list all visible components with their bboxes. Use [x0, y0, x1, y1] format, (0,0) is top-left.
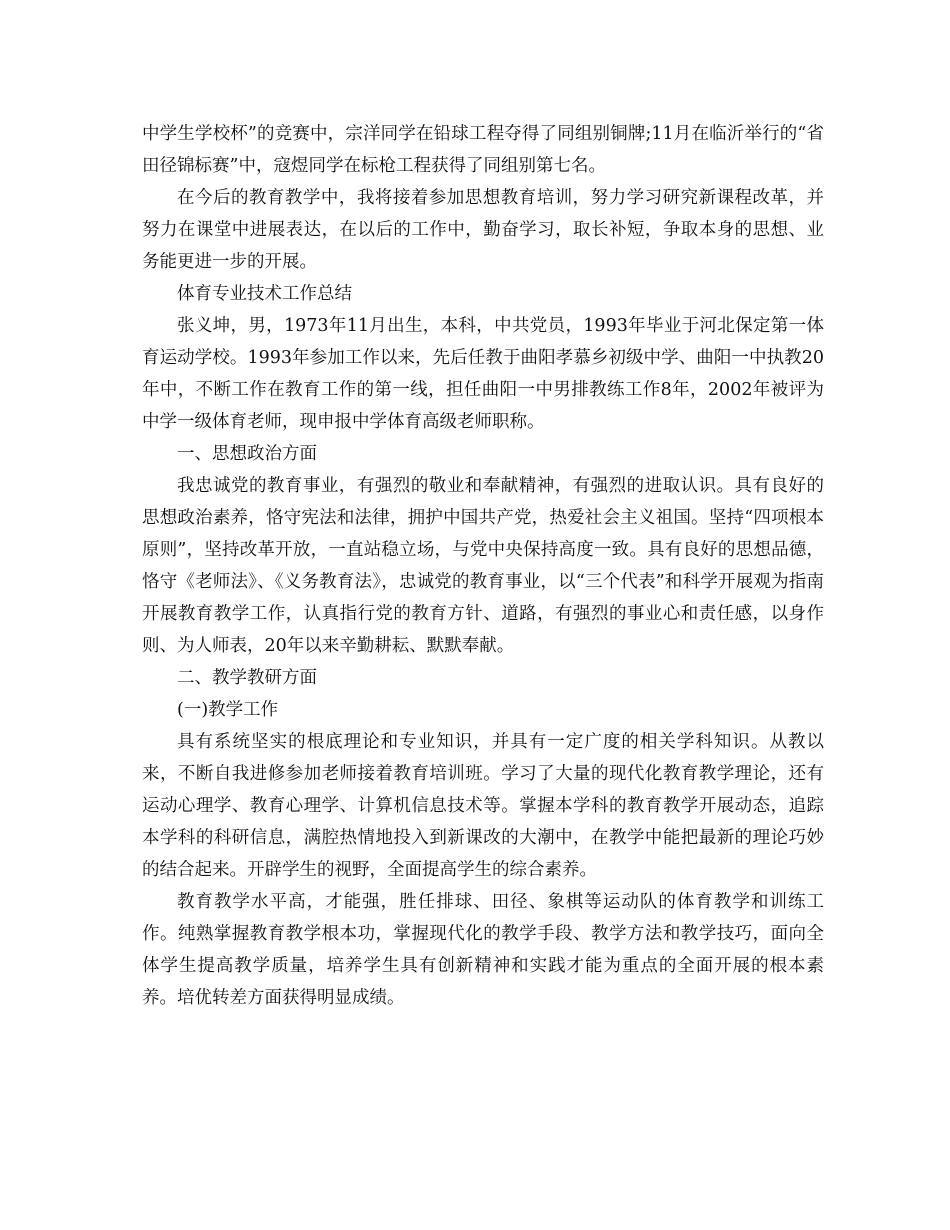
paragraph-teaching-ability: 教育教学水平高，才能强，胜任排球、田径、象棋等运动队的体育教学和训练工作。纯熟掌握教育教学根本功，掌握现代化的教学手段、教学方法和教学技巧，面向全体学生提高教学质量，培养学生具有创新精神和实践才能为重点的全面开展的根本素养。培优转差方面获得明显成绩。 — [142, 892, 824, 1008]
section-title: 体育专业技术工作总结 — [177, 284, 352, 304]
document-body — [142, 118, 824, 1014]
paragraph-personal-info: 张义坤，男，1973年11月出生，本科，中共党员，1993年毕业于河北保定第一体育运动学校。1993年参加工作以来，先后任教于曲阳孝慕乡初级中学、曲阳一中执教20年中，不断工作在教育工作的第一线，担任曲阳一中男排教练工作8年，2002年被评为中学一级体育老师，现申报中学体育高级老师职称。 — [142, 316, 824, 432]
subheading-teaching-work: (一)教学工作 — [177, 700, 279, 720]
paragraph-continuation: 中学生学校杯”的竞赛中，宗洋同学在铅球工程夺得了同组别铜牌;11月在临沂举行的“省田径锦标赛”中，寇煜同学在标枪工程获得了同组别第七名。 — [142, 124, 824, 176]
heading-political: 一、思想政治方面 — [177, 444, 317, 464]
paragraph-future-plans: 在今后的教育教学中，我将接着参加思想教育培训，努力学习研究新课程改革，并努力在课堂中进展表达，在以后的工作中，勤奋学习，取长补短，争取本身的思想、业务能更进一步的开展。 — [142, 188, 824, 272]
heading-teaching-research: 二、教学教研方面 — [177, 668, 317, 688]
paragraph-knowledge: 具有系统坚实的根底理论和专业知识，并具有一定广度的相关学科知识。从教以来，不断自我进修参加老师接着教育培训班。学习了大量的现代化教育教学理论，还有运动心理学、教育心理学、计算机信息技术等。掌握本学科的教育教学开展动态，追踪本学科的科研信息，满腔热情地投入到新课改的大潮中，在教学中能把最新的理论巧妙的结合起来。开辟学生的视野，全面提高学生的综合素养。 — [142, 732, 824, 880]
paragraph-political: 我忠诚党的教育事业，有强烈的敬业和奉献精神，有强烈的进取认识。具有良好的思想政治素养，恪守宪法和法律，拥护中国共产党，热爱社会主义祖国。坚持“四项根本原则”，坚持改革开放，一直站稳立场，与党中央保持高度一致。具有良好的思想品德，恪守《老师法》、《义务教育法》，忠诚党的教育事业，以“三个代表”和科学开展观为指南开展教育教学工作，认真指行党的教育方针、道路，有强烈的事业心和责任感，以身作则、为人师表，20年以来辛勤耕耘、默默奉献。 — [142, 476, 824, 656]
